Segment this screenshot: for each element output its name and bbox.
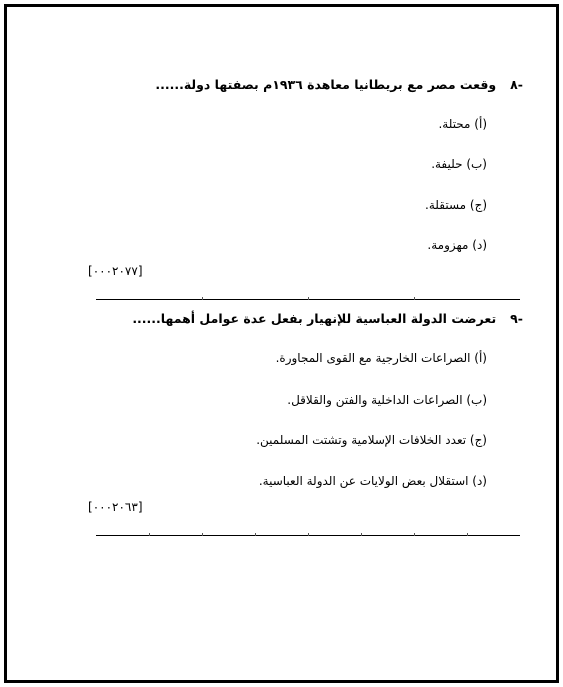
divider-1	[96, 299, 520, 300]
question-8-number: -٨	[510, 77, 523, 92]
divider-tick	[255, 533, 256, 536]
divider-tick	[308, 297, 309, 300]
divider-tick	[467, 533, 468, 536]
page-border	[4, 4, 559, 683]
divider-tick	[361, 533, 362, 536]
divider-tick	[308, 533, 309, 536]
question-8-text: وقعت مصر مع بريطانيا معاهدة ١٩٣٦م بصفتها دولة......	[155, 77, 497, 92]
question-8-option-a[interactable]: (أ) محتلة.	[438, 117, 487, 131]
divider-2	[96, 535, 520, 536]
question-9-title	[132, 311, 523, 326]
question-9-number: -٩	[510, 311, 523, 326]
question-9-option-b[interactable]: (ب) الصراعات الداخلية والفتن والقلاقل.	[287, 393, 487, 407]
question-9-text: تعرضت الدولة العباسية للإنهيار بفعل عدة عوامل أهمها......	[132, 311, 497, 326]
divider-tick	[202, 533, 203, 536]
question-8-option-d[interactable]: (د) مهزومة.	[427, 238, 487, 252]
question-8-code: [٠٠٠٢٠٧٧]	[88, 264, 143, 278]
question-8-title	[155, 77, 523, 92]
question-9-option-c[interactable]: (ج) تعدد الخلافات الإسلامية وتشتت المسلمين.	[256, 433, 487, 447]
divider-tick	[202, 297, 203, 300]
divider-tick	[414, 297, 415, 300]
question-8-option-b[interactable]: (ب) حليفة.	[431, 157, 487, 171]
question-8-option-c[interactable]: (ج) مستقلة.	[425, 198, 487, 212]
divider-tick	[414, 533, 415, 536]
question-9-option-a[interactable]: (أ) الصراعات الخارجية مع القوى المجاورة.	[275, 351, 487, 365]
divider-tick	[149, 533, 150, 536]
question-9-code: [٠٠٠٢٠٦٣]	[88, 500, 143, 514]
question-9-option-d[interactable]: (د) استقلال بعض الولايات عن الدولة العباسية.	[258, 474, 487, 488]
